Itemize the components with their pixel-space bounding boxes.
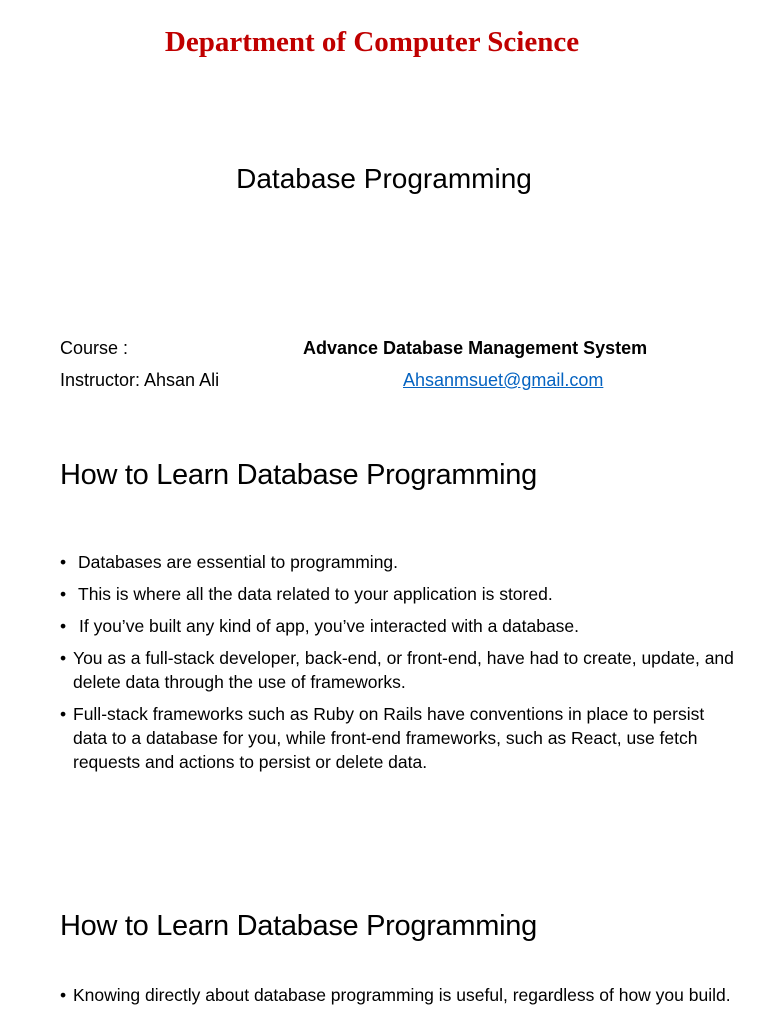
list-item-text: If you’ve built any kind of app, you’ve interacted with a database. [79,616,580,636]
bullet-icon: • [60,616,67,636]
list-item-text: Databases are essential to programming. [78,552,399,572]
list-item-text: You as a full-stack developer, back-end, or front-end, have had to create, update, and delete data through the use of frameworks. [73,648,734,692]
list-item [60,550,740,574]
bullet-icon: • [60,584,67,604]
section-heading-2: How to Learn Database Programming [60,910,537,942]
list-item [60,702,740,774]
list-item [60,983,740,1007]
instructor-row [60,370,740,396]
bullet-icon: • [60,704,67,724]
bullet-list-1 [60,550,740,782]
list-item [60,646,740,694]
course-name: Advance Database Management System [303,338,648,358]
department-title: Department of Computer Science [164,26,580,58]
instructor-label: Instructor: Ahsan Ali [60,370,220,390]
list-item-text: This is where all the data related to your application is stored. [78,584,553,604]
list-item [60,614,740,638]
bullet-icon: • [60,648,67,668]
course-label: Course : [60,338,129,358]
list-item-text: Full-stack frameworks such as Ruby on Rails have conventions in place to persist data to a database for you, while front-end frameworks, such as React, use fetch requests and actions to persist or delete data. [73,704,705,772]
bullet-list-2 [60,983,740,1015]
bullet-icon: • [60,985,67,1005]
list-item-text: Knowing directly about database programming is useful, regardless of how you build. [73,985,731,1005]
section-heading-1: How to Learn Database Programming [60,459,537,491]
course-row [60,338,740,364]
slide-title: Database Programming [236,163,532,194]
list-item [60,582,740,606]
instructor-email-link[interactable]: Ahsanmsuet@gmail.com [403,370,604,390]
bullet-icon: • [60,552,67,572]
